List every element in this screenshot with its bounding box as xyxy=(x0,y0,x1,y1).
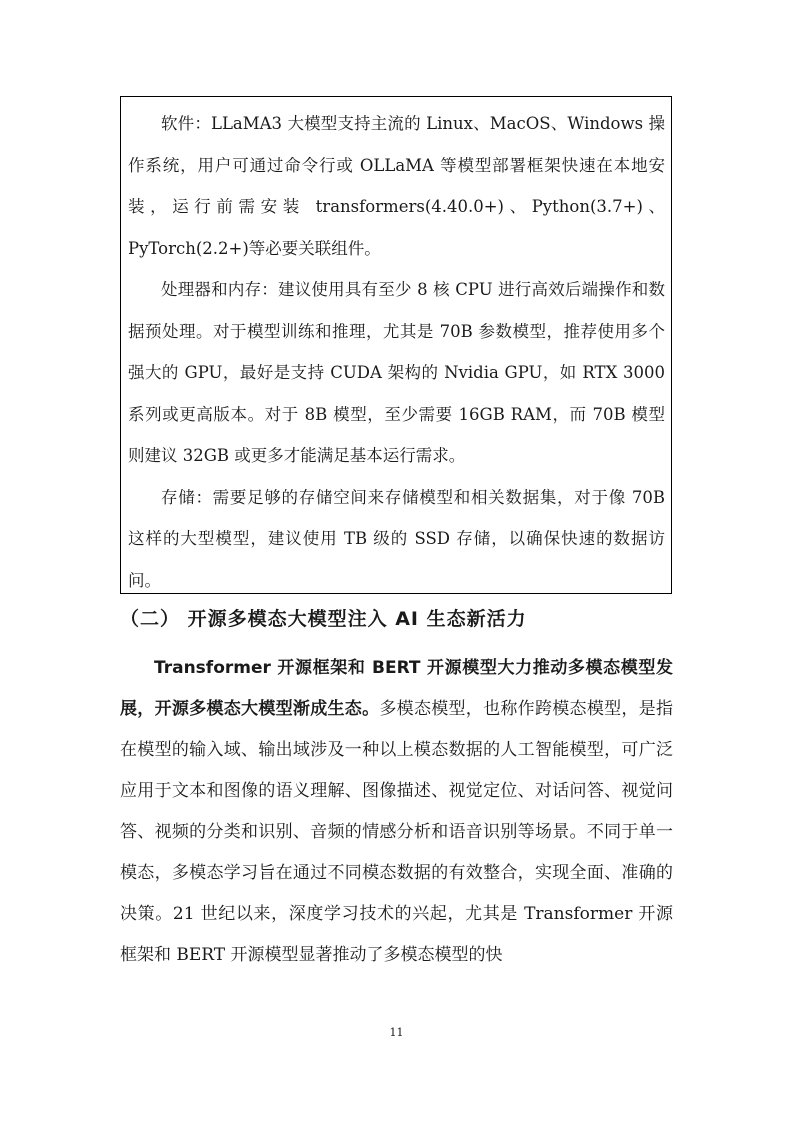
storage-paragraph: 存储：需要足够的存储空间来存储模型和相关数据集，对于像 70B 这样的大型模型，建议使用 TB 级的 SSD 存储，以确保快速的数据访问。 xyxy=(128,487,665,590)
requirements-box xyxy=(120,96,672,594)
processor-memory-paragraph: 处理器和内存：建议使用具有至少 8 核 CPU 进行高效后端操作和数据预处理。对于模型训练和推理，尤其是 70B 参数模型，推荐使用多个强大的 GPU，最好是支持 CUDA 架构的 Nvidia GPU，如 RTX 3000 系列或更高版本。对于 8B 模型，至少需要 16GB RAM，而 70B 模型则建议 32GB 或更多才能满足基本运行需求。 xyxy=(128,280,665,465)
bold-lead-sentence: Transformer 开源框架和 BERT 开源模型大力推动多模态模型发展，开源多模态大模型渐成生态。 xyxy=(120,658,673,719)
page-number: 11 xyxy=(389,1026,404,1039)
body-text: 多模态模型，也称作跨模态模型，是指在模型的输入域、输出域涉及一种以上模态数据的人工智能模型，可广泛应用于文本和图像的语义理解、图像描述、视觉定位、对话问答、视觉问答、视频的分类和识别、音频的情感分析和语音识别等场景。不同于单一模态，多模态学习旨在通过不同模态数据的有效整合，实现全面、准确的决策。21 世纪以来，深度学习技术的兴起，尤其是 Transformer 开源框架和 BERT 开源模型显著推动了多模态模型的快 xyxy=(120,699,674,965)
body-paragraph xyxy=(120,648,673,976)
section-heading: （二） 开源多模态大模型注入 AI 生态新活力 xyxy=(120,608,527,630)
software-paragraph: 软件：LLaMA3 大模型支持主流的 Linux、MacOS、Windows 操作系统，用户可通过命令行或 OLLaMA 等模型部署框架快速在本地安装，运行前需安装 transformers(4.40.0+)、Python(3.7+)、PyTorch(2.2+)等必要关联组件。 xyxy=(128,114,665,258)
section-body xyxy=(120,648,673,976)
